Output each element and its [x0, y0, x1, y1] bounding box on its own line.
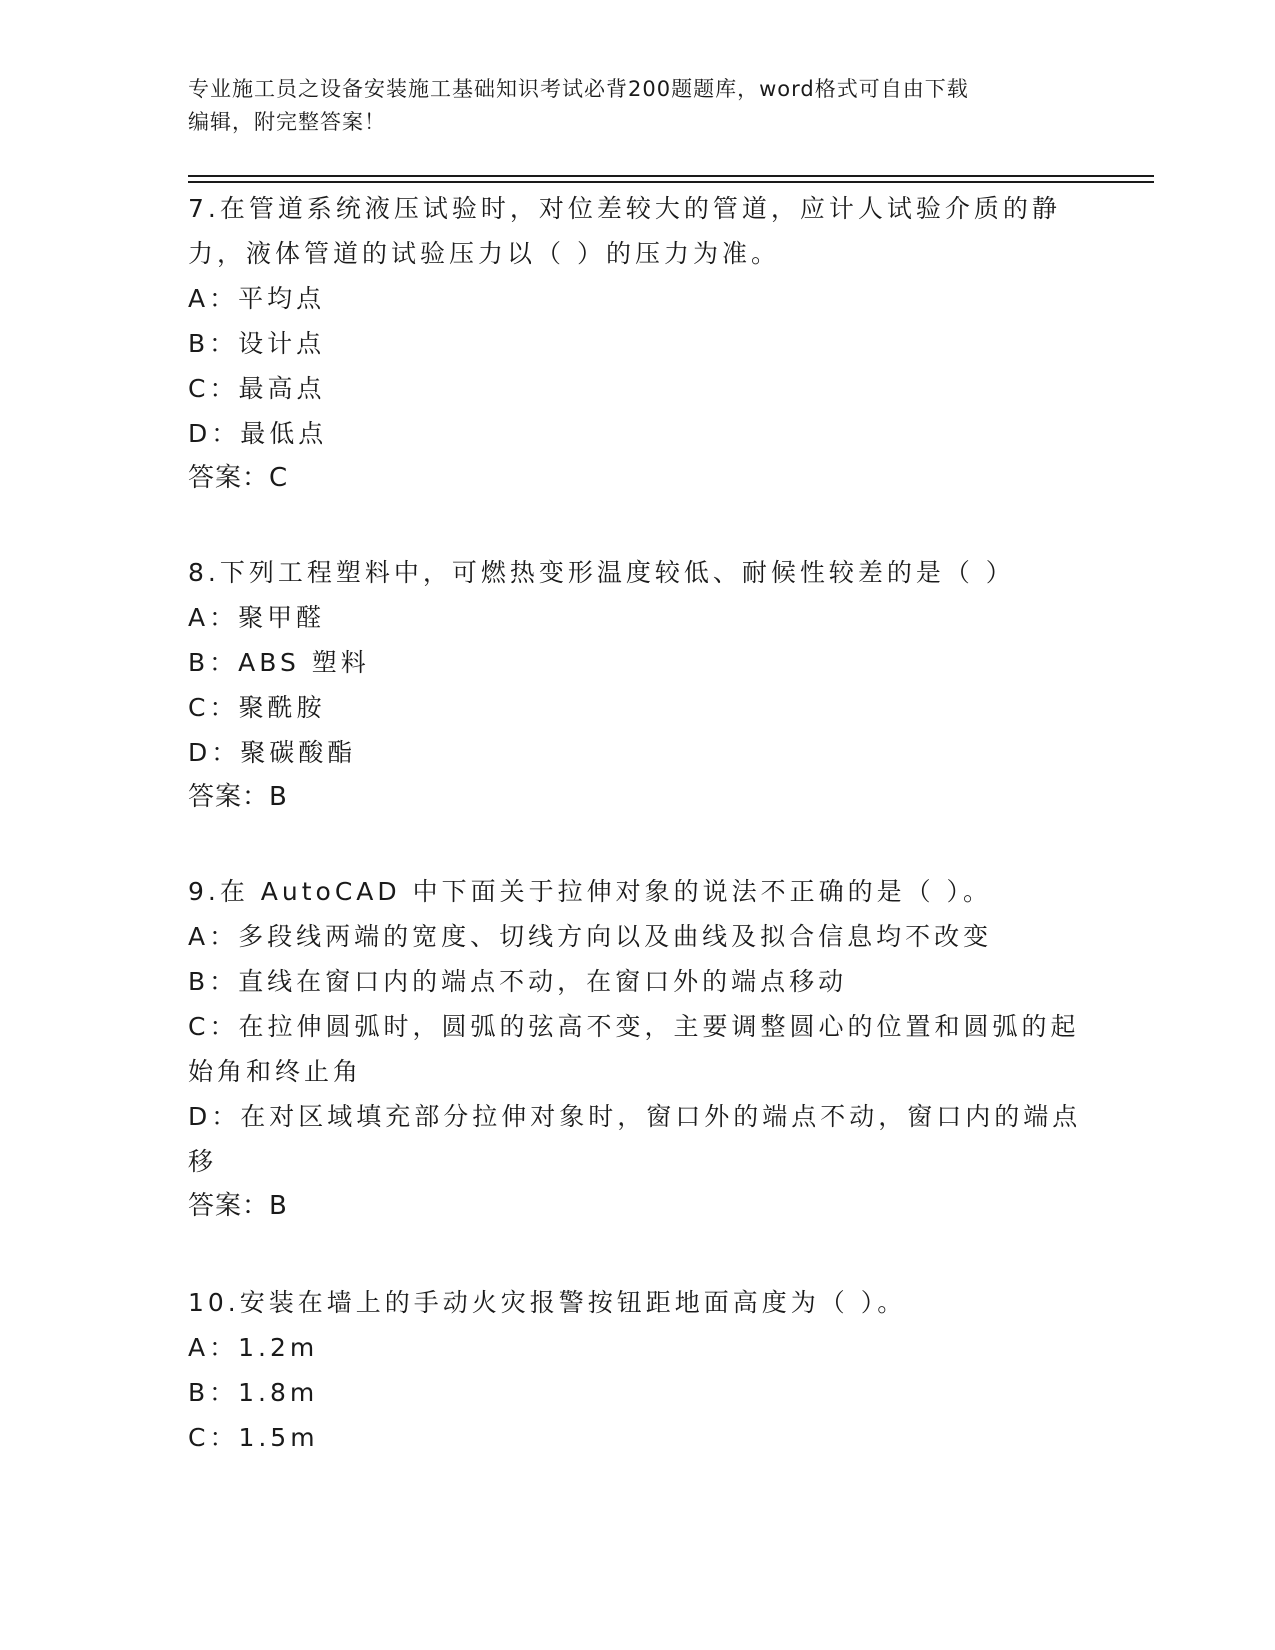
option-d: D：在对区域填充部分拉伸对象时，窗口外的端点不动，窗口内的端点: [188, 1102, 1082, 1131]
option-b: B：ABS 塑料: [188, 648, 370, 677]
option-d: D：最低点: [188, 419, 328, 448]
question-7: [188, 186, 1088, 501]
option-d: D：聚碳酸酯: [188, 738, 357, 767]
header-line-1: 专业施工员之设备安装施工基础知识考试必背200题题库，word格式可自由下载: [188, 77, 969, 101]
question-stem: [188, 550, 1088, 595]
option-c-continued: 始角和终止角: [188, 1057, 363, 1086]
stem-line: 力，液体管道的试验压力以（ ）的压力为准。: [188, 239, 780, 268]
header-line-2: 编辑，附完整答案！: [188, 110, 386, 134]
option-c: C：聚酰胺: [188, 693, 326, 722]
option-a: A：平均点: [188, 284, 326, 313]
question-stem: [188, 869, 1088, 914]
option-a: A：1.2m: [188, 1333, 319, 1362]
question-9: [188, 869, 1088, 1229]
header-divider-top: [188, 175, 1154, 177]
stem-line: 10.安装在墙上的手动火灾报警按钮距地面高度为（ ）。: [188, 1288, 907, 1317]
question-stem: [188, 186, 1088, 276]
answer-line: 答案：B: [188, 782, 288, 812]
option-b: B：1.8m: [188, 1378, 319, 1407]
document-header: [188, 73, 1068, 139]
stem-line: 9.在 AutoCAD 中下面关于拉伸对象的说法不正确的是（ ）。: [188, 877, 993, 906]
option-a: A：多段线两端的宽度、切线方向以及曲线及拟合信息均不改变: [188, 922, 993, 951]
question-stem: [188, 1280, 1088, 1325]
option-d-continued: 移: [188, 1147, 218, 1176]
option-b: B：设计点: [188, 329, 326, 358]
header-divider-bottom: [188, 181, 1154, 183]
stem-line: 8.下列工程塑料中，可燃热变形温度较低、耐候性较差的是（ ）: [188, 558, 1015, 587]
question-8: [188, 550, 1088, 820]
option-c: C：在拉伸圆弧时，圆弧的弦高不变，主要调整圆心的位置和圆弧的起: [188, 1012, 1080, 1041]
stem-line: 7.在管道系统液压试验时，对位差较大的管道，应计人试验介质的静: [188, 194, 1061, 223]
option-a: A：聚甲醛: [188, 603, 326, 632]
option-c: C：最高点: [188, 374, 326, 403]
option-c: C：1.5m: [188, 1423, 319, 1452]
option-b: B：直线在窗口内的端点不动，在窗口外的端点移动: [188, 967, 848, 996]
answer-line: 答案：B: [188, 1191, 288, 1221]
question-10: [188, 1280, 1088, 1460]
answer-line: 答案：C: [188, 463, 289, 493]
